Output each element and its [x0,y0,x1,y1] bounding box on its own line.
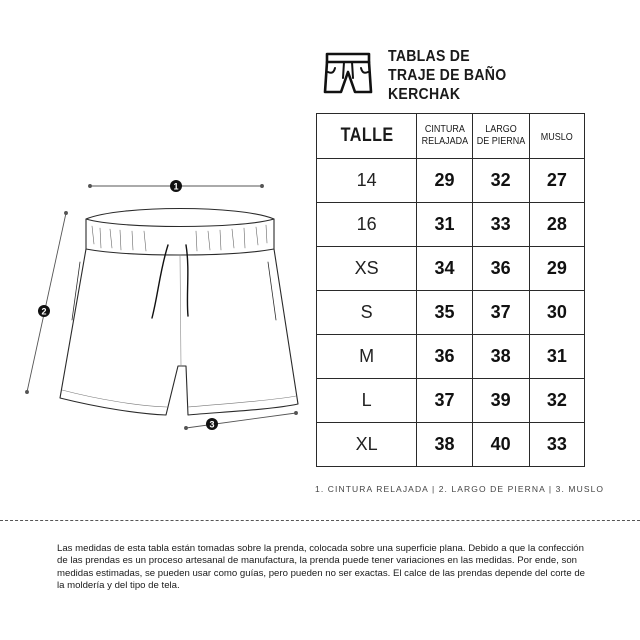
cell-size: XL [317,423,417,467]
measure-label-3: 3 [209,419,215,430]
dashed-divider [0,520,640,521]
cell-thigh: 33 [529,423,584,467]
disclaimer-text: Las medidas de esta tabla están tomadas sobre la prenda, colocada sobre una superficie plana. Debido a que la confección de las prendas es un proceso artesanal de manufactura, la prenda puede tener variaciones en las medidas. Por ende, son medidas estimadas, se pueden usar como guías, pero pueden no ser exactas. El calce de las prendas depende del corte de la moldería y del tipo de tela. [57,543,585,592]
cell-thigh: 27 [529,159,584,203]
header-title-line: TRAJE DE BAÑO [388,67,507,84]
cell-size: 14 [317,159,417,203]
measure-label-2: 2 [41,306,47,317]
cell-leg-length: 36 [472,247,529,291]
header-leg-length [472,114,529,159]
cell-leg-length: 39 [472,379,529,423]
measure-label-1: 1 [173,181,179,192]
cell-size: L [317,379,417,423]
cell-waist: 34 [417,247,472,291]
cell-leg-length: 33 [472,203,529,247]
waistband-top [86,209,274,227]
cell-waist: 38 [417,423,472,467]
table-row [317,379,585,423]
table-row [317,203,585,247]
header-size-label: TALLE [340,125,394,146]
cell-leg-length: 40 [472,423,529,467]
table-row [317,335,585,379]
cell-thigh: 31 [529,335,584,379]
cell-thigh: 32 [529,379,584,423]
cell-waist: 29 [417,159,472,203]
table-row [317,291,585,335]
drawstring-right [186,245,188,316]
table-header-row [317,114,585,159]
shorts-illustration [0,170,320,450]
header-waist-line: CINTURA [424,123,465,135]
cell-size: S [317,291,417,335]
drawstring-left [152,245,168,318]
cell-waist: 31 [417,203,472,247]
header-title [388,47,506,104]
header-thigh-label: MUSLO [540,132,573,143]
cell-leg-length: 37 [472,291,529,335]
header-waist [417,114,472,159]
header-title-line: TABLAS DE [388,48,470,65]
cell-thigh: 29 [529,247,584,291]
size-chart-table [316,113,585,467]
cell-leg-length: 38 [472,335,529,379]
shorts-body [60,249,298,415]
header-size [317,114,417,159]
cell-thigh: 30 [529,291,584,335]
cell-waist: 36 [417,335,472,379]
header-waist-line: RELAJADA [421,135,468,147]
cell-waist: 35 [417,291,472,335]
header-thigh [529,114,584,159]
swim-shorts-icon [322,48,374,100]
table-row [317,159,585,203]
header-leg-line: DE PIERNA [476,135,525,147]
table-row [317,247,585,291]
header-leg-line: LARGO [484,123,517,135]
measurement-legend: 1. CINTURA RELAJADA | 2. LARGO DE PIERNA | 3. MUSLO [315,484,605,494]
table-row [317,423,585,467]
header-title-line: KERCHAK [388,86,461,103]
cell-size: 16 [317,203,417,247]
cell-leg-length: 32 [472,159,529,203]
cell-size: XS [317,247,417,291]
cell-thigh: 28 [529,203,584,247]
cell-waist: 37 [417,379,472,423]
cell-size: M [317,335,417,379]
